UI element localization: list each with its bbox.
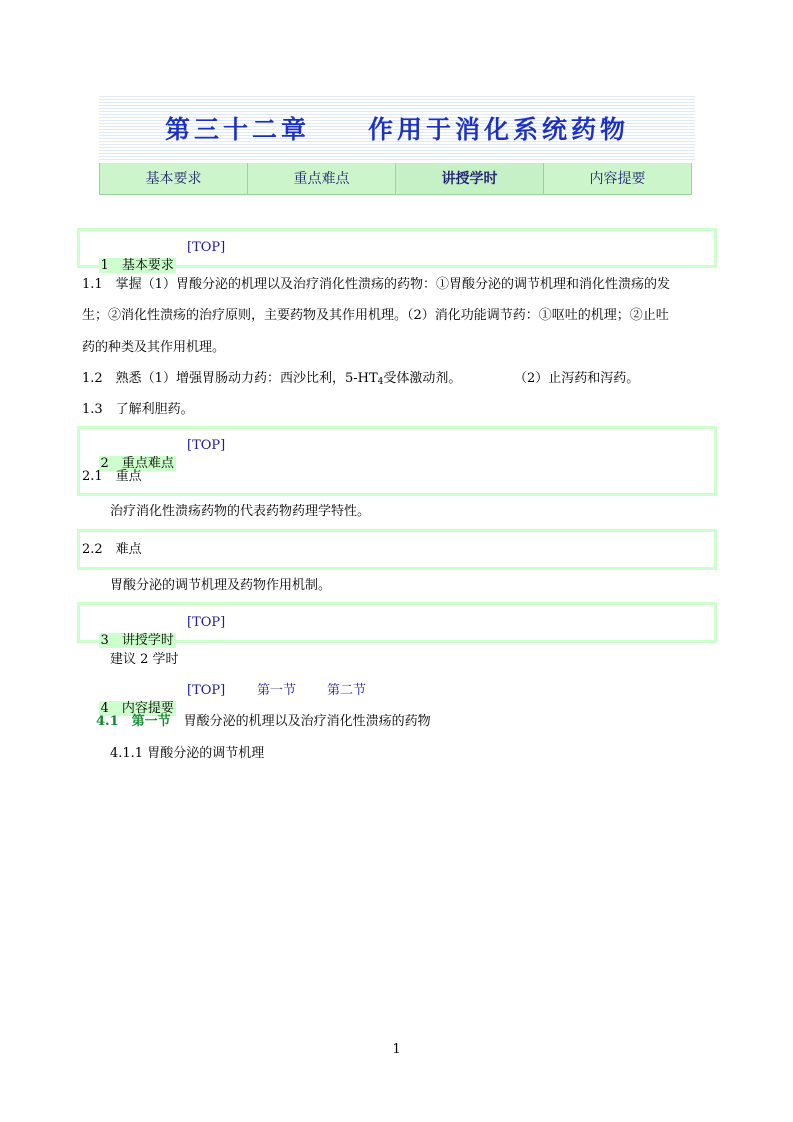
chapter-banner — [99, 96, 695, 162]
subsection-4-1-label: 第一节 — [131, 714, 171, 729]
nav-teaching-hours[interactable]: 讲授学时 — [396, 163, 544, 195]
subsection-4-1-heading — [96, 713, 431, 731]
subsection-2-2-box — [77, 529, 717, 570]
section-2-top-link[interactable]: [TOP] — [187, 438, 226, 453]
para-1-2: 1.2 熟悉（1）增强胃肠动力药：西沙比利，$5-HT_4$受体激动剂。 — [82, 371, 462, 387]
section-3-top-link[interactable]: [TOP] — [187, 615, 226, 630]
subsection-4-1-title: 胃酸分泌的机理以及治疗消化性溃疡的药物 — [183, 714, 431, 729]
subsection-2-1-heading: 2.1 重点 — [82, 469, 142, 484]
section-4-link-part1[interactable]: 第一节 — [257, 683, 297, 698]
subsection-4-1-number: 4.1 — [96, 714, 119, 729]
subsection-2-2-text: 胃酸分泌的调节机理及药物作用机制。 — [110, 578, 332, 593]
chapter-title: 第三十二章 作用于消化系统药物 — [164, 115, 629, 144]
section-1-top-link[interactable]: [TOP] — [187, 240, 226, 255]
section-4-label: 4 内容提要 — [100, 701, 174, 716]
section-1-label: 1 基本要求 — [100, 258, 174, 273]
section-4-top-link[interactable]: [TOP] — [187, 683, 226, 698]
nav-content-summary[interactable]: 内容提要 — [544, 163, 692, 195]
section-4-link-part2[interactable]: 第二节 — [327, 683, 367, 698]
subsection-2-2-heading: 2.2 难点 — [82, 542, 142, 557]
para-1-2-b: （2）止泻药和泻药。 — [514, 371, 640, 386]
section-2-label: 2 重点难点 — [100, 456, 174, 471]
para-1-1-line3: 药的种类及其作用机理。 — [82, 340, 226, 355]
section-3-text: 建议 2 学时 — [110, 652, 179, 667]
subsection-4-1-1-heading: 4.1.1 胃酸分泌的调节机理 — [110, 746, 265, 761]
para-1-1-line1: 1.1 掌握（1）胃酸分泌的机理以及治疗消化性溃疡的药物：①胃酸分泌的调节机理和消化性溃疡的发 — [82, 277, 670, 292]
page-number: 1 — [392, 1042, 401, 1057]
subsection-2-1-text: 治疗消化性溃疡药物的代表药物药理学特性。 — [110, 504, 371, 519]
para-1-1-line2: 生；②消化性溃疡的治疗原则，主要药物及其作用机理。（2）消化功能调节药：①呕吐的机理；②止吐 — [82, 308, 669, 323]
section-nav — [99, 163, 692, 195]
nav-key-points[interactable]: 重点难点 — [248, 163, 396, 195]
nav-basic-requirements[interactable]: 基本要求 — [100, 163, 248, 195]
section-3-label: 3 讲授学时 — [100, 633, 174, 648]
para-1-3: 1.3 了解利胆药。 — [82, 402, 194, 417]
